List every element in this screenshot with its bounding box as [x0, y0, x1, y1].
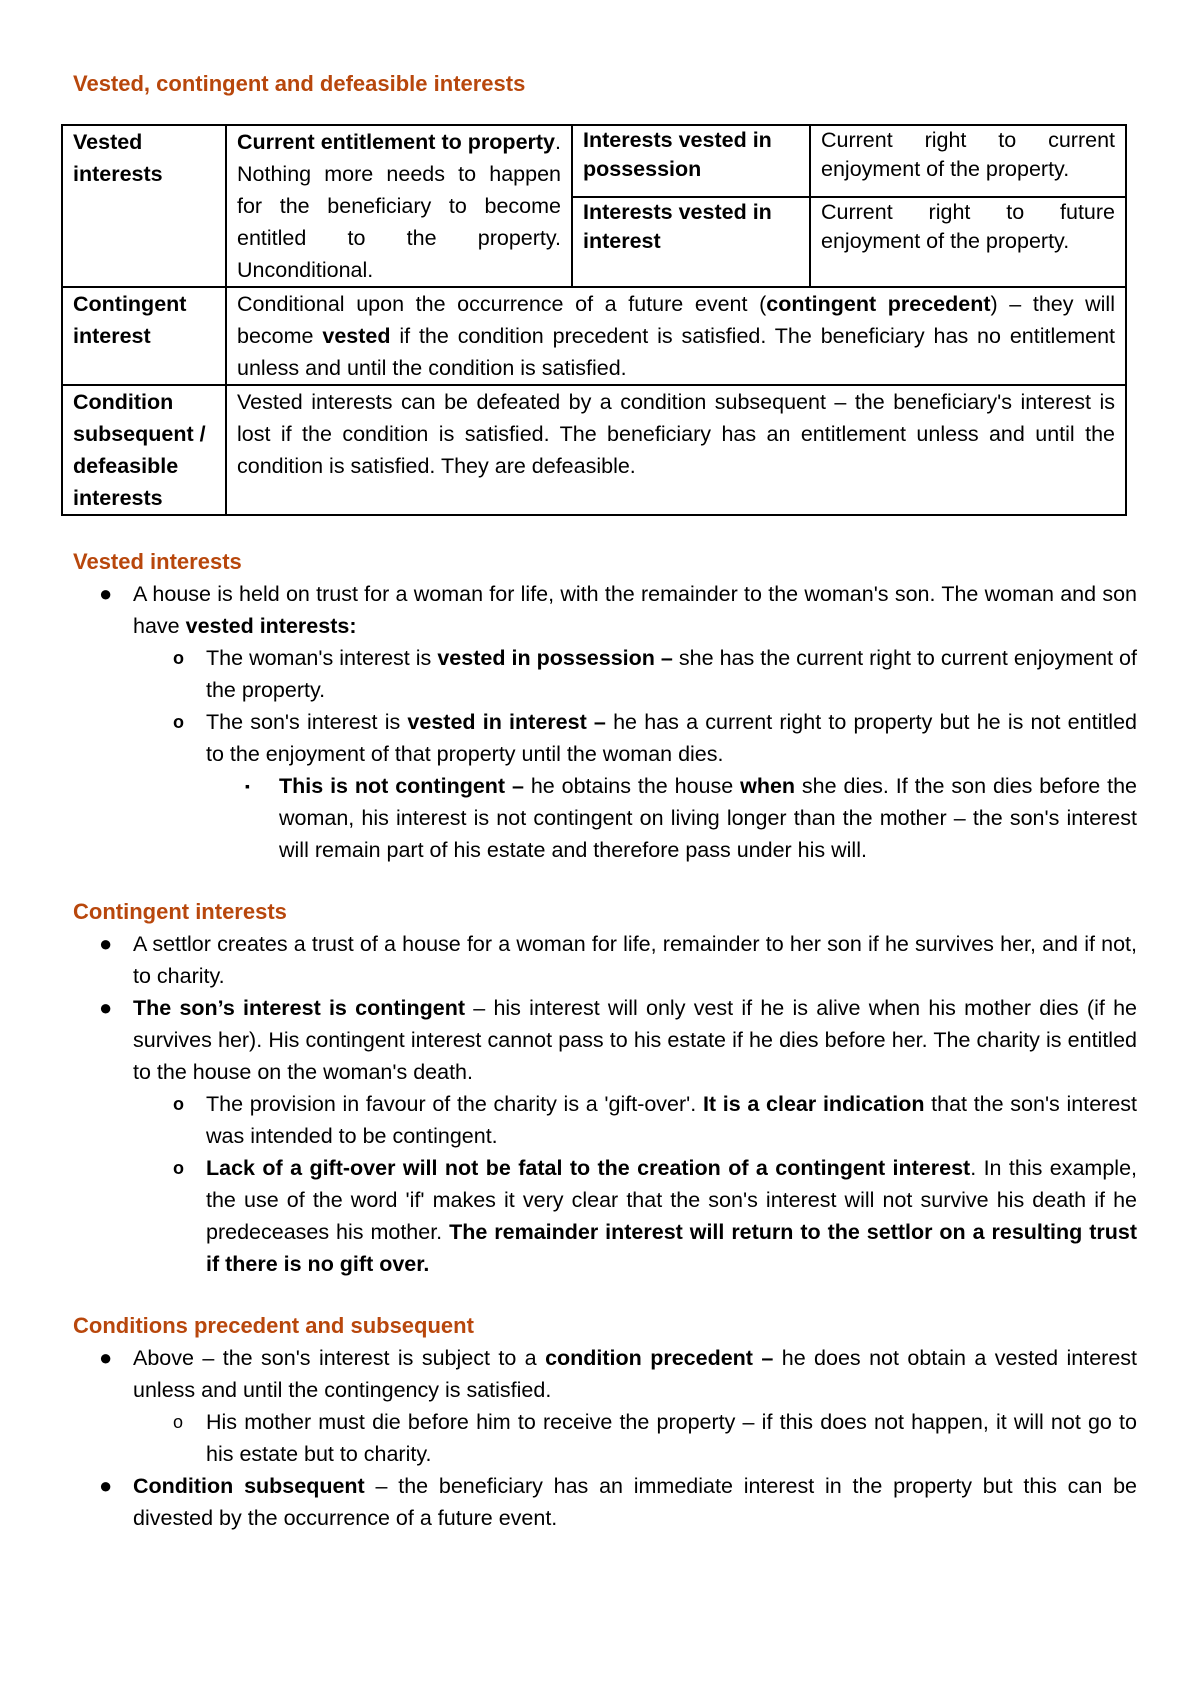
contingent-section [73, 896, 1137, 1280]
document-title: Vested, contingent and defeasible interests [73, 71, 526, 96]
bullet-icon: ● [99, 581, 113, 606]
table-row [62, 287, 1126, 385]
list-item: ● A house is held on trust for a woman for life, with the remainder to the woman's son. The woman and son have vested interests: [61, 578, 1137, 642]
bullet-icon: ● [99, 1345, 113, 1370]
section-heading: Vested interests [73, 549, 242, 574]
section-heading: Conditions precedent and subsequent [73, 1313, 474, 1338]
contingent-desc-cell: Conditional upon the occurrence of a future event (contingent precedent) – they will become vested if the condition precedent is satisfied. The beneficiary has no entitlement unless and until the condition is satisfied. [226, 287, 1126, 385]
list-item: o Lack of a gift-over will not be fatal to the creation of a contingent interest. In this example, the use of the word 'if' makes it very clear that the son's interest will not survive his death if he predeceases his mother. The remainder interest will return to the settlor on a resulting trust if there is no gift over. [61, 1152, 1137, 1280]
vested-section [73, 546, 1137, 866]
list-item: ● Above – the son's interest is subject to a condition precedent – he does not obtain a vested interest unless and until the contingency is satisfied. [61, 1342, 1137, 1406]
vested-desc-cell: Current entitlement to property. Nothing more needs to happen for the beneficiary to become entitled to the property. Unconditional. [226, 125, 572, 287]
vested-label-cell: Vested interests [62, 125, 226, 287]
list-item: ● The son’s interest is contingent – his interest will only vest if he is alive when his mother dies (if he survives her). His contingent interest cannot pass to his estate if he dies before her. The charity is entitled to the house on the woman's death. [61, 992, 1137, 1088]
circle-bullet-icon: o [173, 1094, 184, 1114]
contingent-label-cell: Contingent interest [62, 287, 226, 385]
bullet-icon: ● [99, 1473, 113, 1498]
list-item: o The provision in favour of the charity is a 'gift-over'. It is a clear indication that the son's interest was intended to be contingent. [61, 1088, 1137, 1152]
circle-bullet-icon: o [173, 1158, 184, 1178]
bullet-icon: ● [99, 995, 113, 1020]
condition-desc-cell: Vested interests can be defeated by a condition subsequent – the beneficiary's interest is lost if the condition is satisfied. The beneficiary has an entitlement unless and until the condition is satisfied. They are defeasible. [226, 385, 1126, 515]
section-heading: Contingent interests [73, 899, 287, 924]
bullet-icon: ● [99, 931, 113, 956]
list-item: o His mother must die before him to receive the property – if this does not happen, it will not go to his estate but to charity. [61, 1406, 1137, 1470]
list-item: o The woman's interest is vested in possession – she has the current right to current enjoyment of the property. [61, 642, 1137, 706]
possession-label-cell: Interests vested in possession [572, 125, 810, 197]
possession-desc-cell: Current right to current enjoyment of the property. [810, 125, 1126, 197]
interest-label-cell: Interests vested in interest [572, 197, 810, 287]
list-item: ● A settlor creates a trust of a house for a woman for life, remainder to her son if he survives her, and if not, to charity. [61, 928, 1137, 992]
table-row [62, 125, 1126, 197]
conditions-section [73, 1310, 1137, 1534]
condition-label-cell: Condition subsequent / defeasible interests [62, 385, 226, 515]
circle-bullet-icon: o [173, 712, 184, 732]
square-bullet-icon: ▪ [245, 778, 250, 794]
list-item: ● Condition subsequent – the beneficiary has an immediate interest in the property but this can be divested by the occurrence of a future event. [61, 1470, 1137, 1534]
interest-desc-cell: Current right to future enjoyment of the property. [810, 197, 1126, 287]
circle-bullet-icon: o [173, 1412, 184, 1432]
document-page [73, 70, 1137, 1534]
interests-table [61, 124, 1127, 516]
circle-bullet-icon: o [173, 648, 184, 668]
list-item: ▪ This is not contingent – he obtains the house when she dies. If the son dies before the woman, his interest is not contingent on living longer than the mother – the son's interest will remain part of his estate and therefore pass under his will. [61, 770, 1137, 866]
table-row [62, 385, 1126, 515]
list-item: o The son's interest is vested in interest – he has a current right to property but he is not entitled to the enjoyment of that property until the woman dies. [61, 706, 1137, 770]
